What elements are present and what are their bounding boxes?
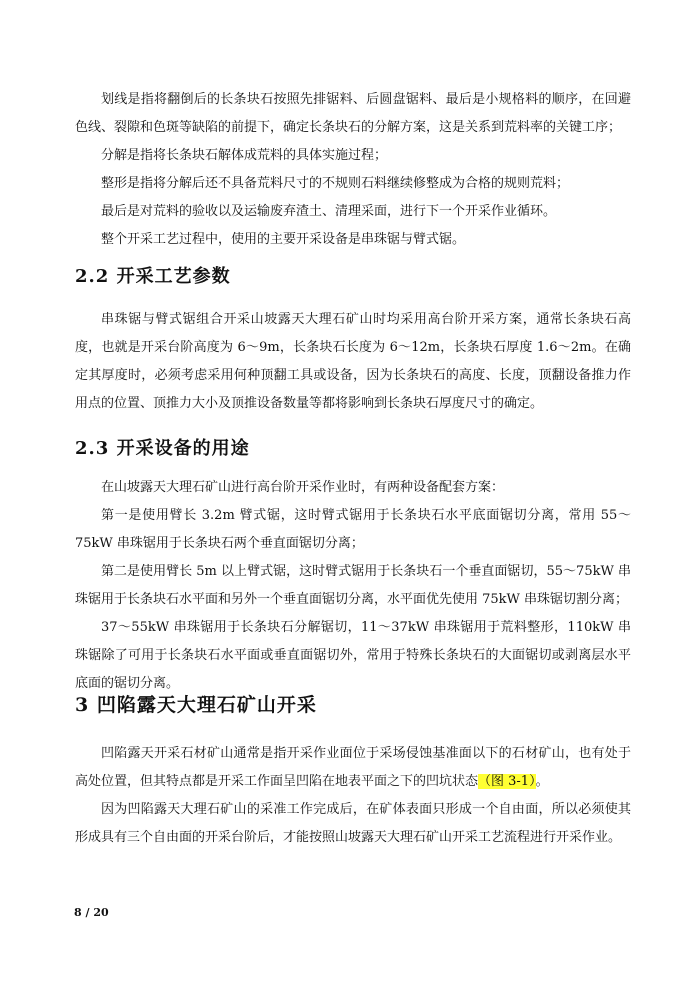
paragraph-shaping: 整形是指将分解后还不具备荒料尺寸的不规则石料继续修整成为合格的规则荒料； <box>101 176 570 191</box>
paragraph-main-equipment: 整个开采工艺过程中，使用的主要开采设备是串珠锯与臂式锯。 <box>101 232 466 247</box>
paragraph-sunken-mine-definition <box>75 740 631 796</box>
sentence-end: 。 <box>535 774 549 789</box>
paragraph-free-surface: 因为凹陷露天大理石矿山的采准工作完成后，在矿体表面只形成一个自由面，所以必须使其形成具有三个自由面的开采台阶后，才能按照山坡露天大理石矿山开采工艺流程进行开采作业。 <box>75 802 631 845</box>
section-heading-3: 3 凹陷露天大理石矿山开采 <box>75 694 317 716</box>
figure-reference-highlight: （图 3-1） <box>478 774 536 789</box>
section-heading-2-3: 2.3 开采设备的用途 <box>75 438 250 459</box>
section-heading-2-2: 2.2 开采工艺参数 <box>75 266 231 287</box>
paragraph-saw-usage: 37～55kW 串珠锯用于长条块石分解锯切，11～37kW 串珠锯用于荒料整形，110kW 串珠锯除了可用于长条块石水平面或垂直面锯切外，常用于特殊长条块石的大面锯切或剥离层水平底面的锯切分离。 <box>75 620 631 691</box>
paragraph-scheme-one: 第一是使用臂长 3.2m 臂式锯，这时臂式锯用于长条块石水平底面锯切分离，常用 55～75kW 串珠锯用于长条块石两个垂直面锯切分离； <box>75 508 631 551</box>
paragraph-scheme-two: 第二是使用臂长 5m 以上臂式锯，这时臂式锯用于长条块石一个垂直面锯切，55～75kW 串珠锯用于长条块石水平面和另外一个垂直面锯切分离，水平面优先使用 75kW 串珠锯切割分离； <box>75 564 631 607</box>
paragraph-splitting: 分解是指将长条块石解体成荒料的具体实施过程； <box>101 148 388 163</box>
page-number: 8 / 20 <box>74 906 109 919</box>
paragraph-acceptance: 最后是对荒料的验收以及运输废弃渣土、清理采面，进行下一个开采作业循环。 <box>101 204 557 219</box>
sunken-mine-text: 凹陷露天开采石材矿山通常是指开采作业面位于采场侵蚀基准面以下的石材矿山，也有处于高处位置，但其特点都是开采工作面呈凹陷在地表平面之下的凹坑状态 <box>75 746 631 789</box>
paragraph-marking: 划线是指将翻倒后的长条块石按照先排锯料、后圆盘锯料、最后是小规格料的顺序，在回避色线、裂隙和色斑等缺陷的前提下，确定长条块石的分解方案，这是关系到荒料率的关键工序； <box>75 92 631 135</box>
paragraph-equipment-schemes: 在山坡露天大理石矿山进行高台阶开采作业时，有两种设备配套方案： <box>101 480 505 495</box>
paragraph-process-parameters: 串珠锯与臂式锯组合开采山坡露天大理石矿山时均采用高台阶开采方案，通常长条块石高度，也就是开采台阶高度为 6～9m，长条块石长度为 6～12m，长条块石厚度 1.6～2m。在确定其厚度时，必须考虑采用何种顶翻工具或设备，因为长条块石的高度、长度，顶翻设备推力作用点的位置、顶推力大小及顶推设备数量等都将影响到长条块石厚度尺寸的确定。 <box>75 312 631 411</box>
